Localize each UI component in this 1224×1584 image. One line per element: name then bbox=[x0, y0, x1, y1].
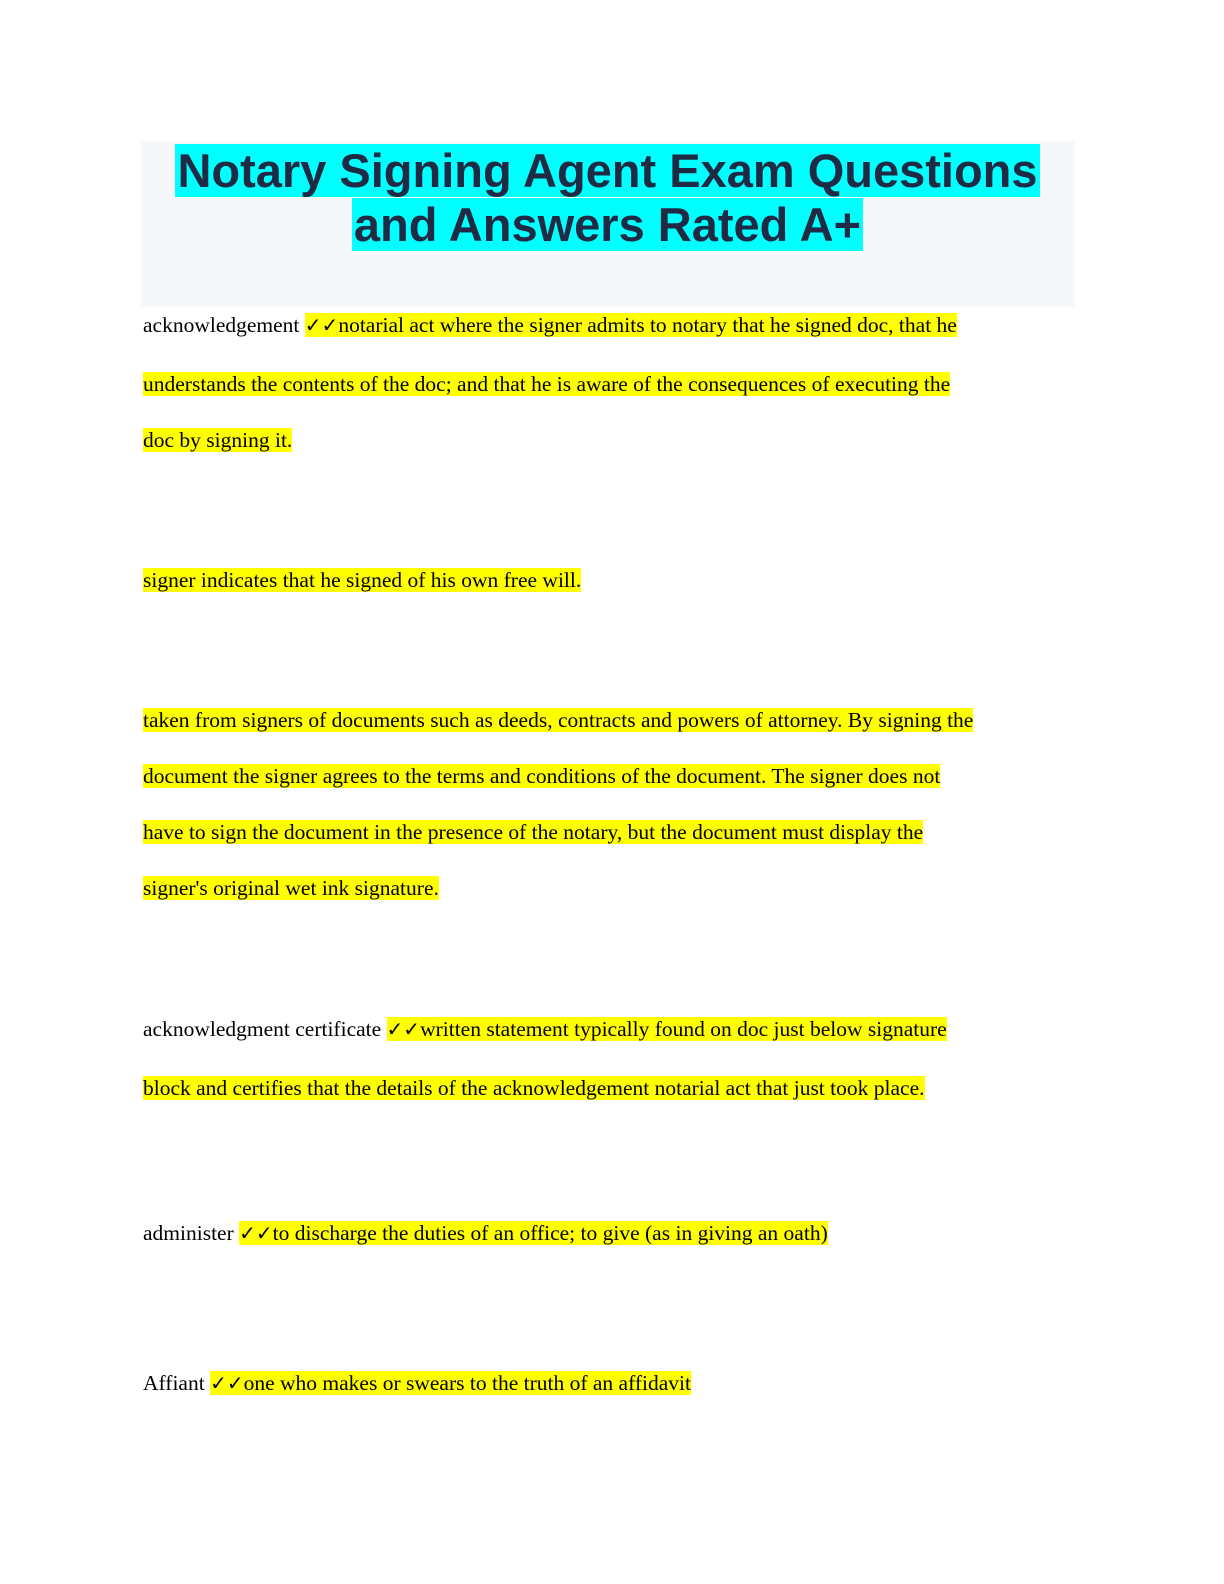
entry-term: acknowledgment certificate bbox=[143, 1017, 382, 1041]
entry-term: acknowledgement bbox=[143, 313, 300, 337]
entry-line bbox=[143, 552, 1078, 608]
entry-term: administer bbox=[143, 1221, 234, 1245]
entry-free-will bbox=[143, 552, 1078, 608]
entry-line bbox=[143, 748, 1078, 804]
title-line-1: Notary Signing Agent Exam Questions bbox=[177, 144, 1038, 197]
entry-line bbox=[143, 356, 1078, 412]
double-check-icon: ✓✓ bbox=[304, 313, 339, 337]
answer-highlight bbox=[305, 313, 957, 337]
entry-acknowledgment-certificate bbox=[143, 1001, 1078, 1116]
entry-line bbox=[143, 1205, 1078, 1261]
answer-text: understands the contents of the doc; and that he is aware of the consequences of executing the bbox=[143, 372, 951, 396]
entry-line bbox=[143, 1001, 1078, 1057]
answer-text: taken from signers of documents such as deeds, contracts and powers of attorney. By signing the bbox=[143, 708, 974, 732]
answer-text: one who makes or swears to the truth of an affidavit bbox=[243, 1371, 691, 1395]
entry-line bbox=[143, 804, 1078, 860]
entry-acknowledgement bbox=[143, 297, 1078, 468]
double-check-icon: ✓✓ bbox=[386, 1017, 421, 1041]
answer-highlight bbox=[239, 1221, 828, 1245]
double-check-icon: ✓✓ bbox=[239, 1221, 273, 1245]
entry-affiant bbox=[143, 1355, 1078, 1411]
entry-line bbox=[143, 1355, 1078, 1411]
answer-text: block and certifies that the details of the acknowledgement notarial act that just took place. bbox=[143, 1076, 925, 1100]
entry-signers-documents bbox=[143, 692, 1078, 916]
entry-line bbox=[143, 692, 1078, 748]
entry-line bbox=[143, 412, 1078, 468]
answer-highlight bbox=[210, 1371, 691, 1395]
answer-text: written statement typically found on doc just below signature bbox=[420, 1017, 947, 1041]
entry-line bbox=[143, 297, 1078, 353]
document-title bbox=[141, 141, 1074, 252]
entry-line bbox=[143, 860, 1078, 916]
entry-line bbox=[143, 1060, 1078, 1116]
answer-text: signer indicates that he signed of his own free will. bbox=[143, 568, 582, 592]
double-check-icon: ✓✓ bbox=[210, 1371, 244, 1395]
entry-administer bbox=[143, 1205, 1078, 1261]
answer-text: to discharge the duties of an office; to give (as in giving an oath) bbox=[272, 1221, 828, 1245]
answer-text: signer's original wet ink signature. bbox=[143, 876, 439, 900]
answer-text: document the signer agrees to the terms and conditions of the document. The signer does not bbox=[143, 764, 941, 788]
entry-term: Affiant bbox=[143, 1371, 205, 1395]
answer-text: doc by signing it. bbox=[143, 428, 293, 452]
answer-text: have to sign the document in the presence of the notary, but the document must display the bbox=[143, 820, 924, 844]
title-line-2: and Answers Rated A+ bbox=[353, 198, 862, 251]
answer-text: notarial act where the signer admits to notary that he signed doc, that he bbox=[338, 313, 957, 337]
answer-highlight bbox=[387, 1017, 947, 1041]
title-box bbox=[141, 141, 1074, 307]
